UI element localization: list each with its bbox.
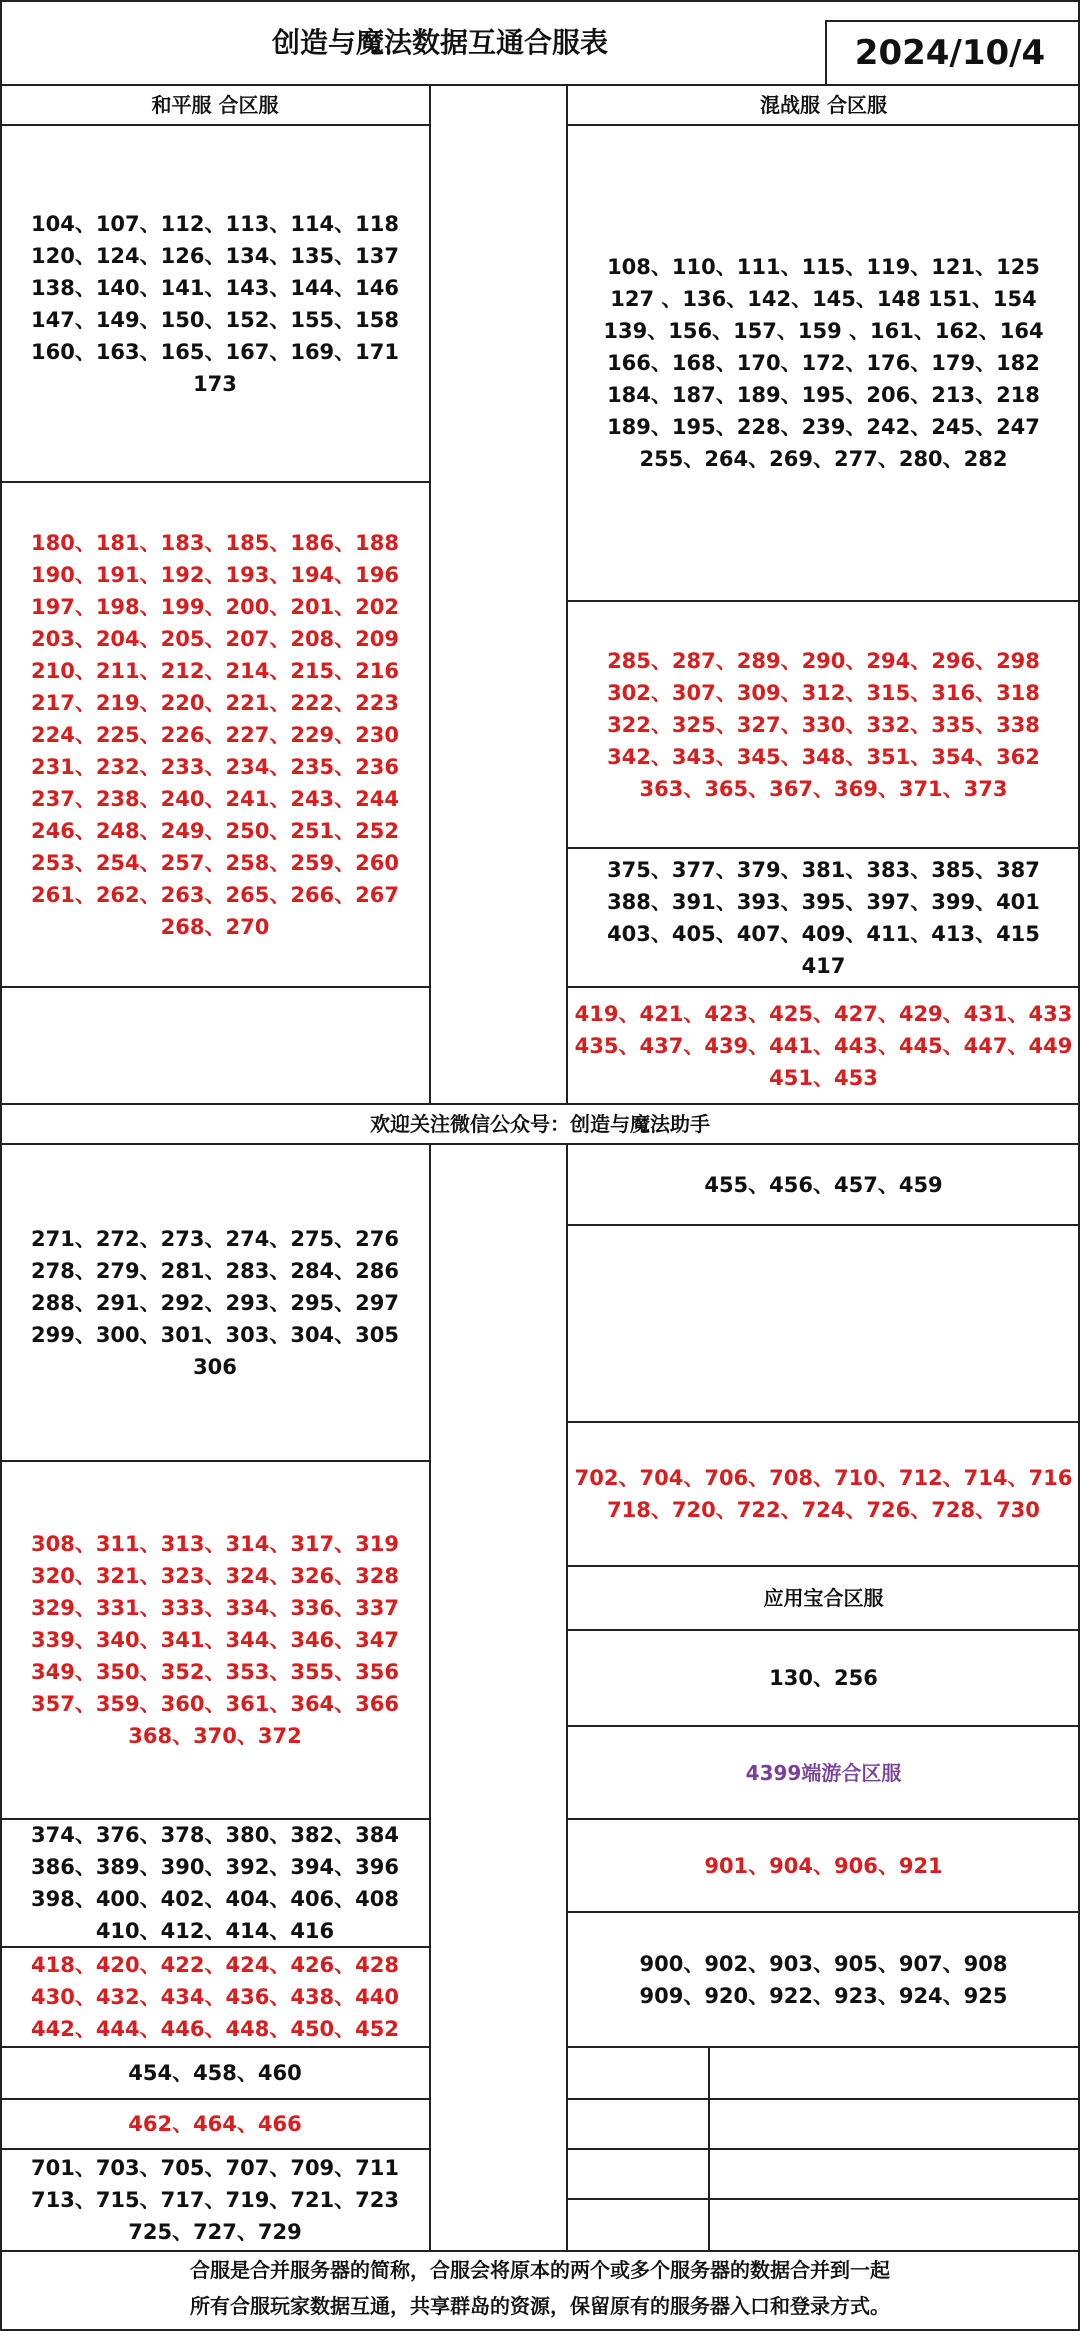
divider — [567, 986, 1080, 988]
divider — [0, 1946, 430, 1948]
divider — [0, 2098, 430, 2100]
divider — [825, 20, 827, 85]
d4399-header: 4399端游合区服 — [745, 1760, 902, 1785]
left-column-header: 和平服 合区服 — [151, 93, 279, 117]
right-group-3: 375、377、379、381、383、385、387 388、391、393、395、397、399、401 403、405、407、409、411、413、415 417 — [607, 857, 1040, 978]
wechat-banner: 欢迎关注微信公众号：创造与魔法助手 — [370, 1112, 710, 1136]
divider — [0, 986, 430, 988]
divider — [0, 84, 1080, 86]
left-group-4: 308、311、313、314、317、319 320、321、323、324、326、328 329、331、333、334、336、337 339、340、341、344、346、347 349、350、352、353、355、356 357、359、360、361、364、366 368、370、372 — [30, 1532, 399, 1748]
divider — [567, 1629, 1080, 1631]
footer-line-2: 所有合服玩家数据互通，共享群岛的资源，保留原有的服务器入口和登录方式。 — [190, 2294, 890, 2318]
divider — [567, 2198, 1080, 2200]
divider — [0, 2250, 1080, 2252]
d4399-servers: 900、902、903、905、907、908 909、920、922、923、924、925 — [639, 1951, 1008, 2008]
left-group-5: 374、376、378、380、382、384 386、389、390、392、394、396 398、400、402、404、406、408 410、412、414、416 — [30, 1823, 399, 1943]
divider — [0, 481, 430, 483]
divider — [567, 1818, 1080, 1820]
right-group-6: 702、704、706、708、710、712、714、716 718、720、722、724、726、728、730 — [574, 1466, 1073, 1522]
divider — [0, 1818, 430, 1820]
right-group-5: 455、456、457、459 — [704, 1172, 943, 1197]
date-label: 2024/10/4 — [854, 32, 1046, 73]
divider — [567, 1565, 1080, 1567]
left-group-3: 271、272、273、274、275、276 278、279、281、283、284、286 288、291、292、293、295、297 299、300、301、303、304、305 306 — [30, 1226, 399, 1379]
divider — [567, 1224, 1080, 1226]
d4399-red-servers: 901、904、906、921 — [704, 1853, 943, 1878]
divider — [429, 1143, 431, 2250]
divider — [567, 1725, 1080, 1727]
footer-line-1: 合服是合并服务器的简称，合服会将原本的两个或多个服务器的数据合并到一起 — [190, 2258, 890, 2282]
divider — [567, 124, 1080, 126]
divider — [567, 2046, 1080, 2048]
left-group-6: 418、420、422、424、426、428 430、432、434、436、438、440 442、444、446、448、450、452 — [30, 1953, 399, 2041]
divider — [567, 1421, 1080, 1423]
divider — [567, 847, 1080, 849]
right-group-4: 419、421、423、425、427、429、431、433 435、437、439、441、443、445、447、449 451、453 — [574, 1001, 1073, 1090]
divider — [566, 1143, 568, 2250]
divider — [708, 2046, 710, 2250]
divider — [567, 2098, 1080, 2100]
divider — [0, 2148, 430, 2150]
divider — [0, 1143, 1080, 1145]
left-group-7: 454、458、460 — [128, 2061, 302, 2085]
divider — [0, 1460, 430, 1462]
divider — [0, 1103, 1080, 1105]
divider — [567, 2148, 1080, 2150]
yingyongbao-servers: 130、256 — [769, 1666, 878, 1690]
page-title: 创造与魔法数据互通合服表 — [271, 25, 608, 59]
divider — [0, 0, 1080, 2]
yingyongbao-header: 应用宝合区服 — [763, 1586, 884, 1610]
left-group-1: 104、107、112、113、114、118 120、124、126、134、135、137 138、140、141、143、144、146 147、149、150、152、155、158 160、163、165、167、169、171 173 — [30, 211, 399, 396]
divider — [825, 20, 1080, 22]
divider — [0, 2046, 430, 2048]
divider — [0, 0, 2, 2331]
divider — [566, 84, 568, 1104]
right-column-header: 混战服 合区服 — [760, 93, 887, 117]
divider — [429, 84, 431, 1104]
divider — [0, 124, 430, 126]
left-group-9: 701、703、705、707、709、711 713、715、717、719、721、723 725、727、729 — [30, 2155, 399, 2244]
left-group-2: 180、181、183、185、186、188 190、191、192、193、194、196 197、198、199、200、201、202 203、204、205、207、208、209 210、211、212、214、215、216 217、219、220、221、222、223 224、225、226、227、229、230 231、232、233、234、235、236 237、238、240、241、243、244 246、248、249、250、251、252 253、254、257、258、259、260 261、262、263、265、266、267 268、270 — [30, 530, 399, 939]
left-group-8: 462、464、466 — [128, 2112, 302, 2136]
divider — [567, 600, 1080, 602]
divider — [567, 1911, 1080, 1913]
right-group-1: 108、110、111、115、119、121、125 127 、136、142、145、148 151、154 139、156、157、159 、161、162、164 166、168、170、172、176、179、182 184、187、189、195、206、213、218 189、195、228、239、242、245、247 255、264、269、277、280、282 — [603, 255, 1044, 471]
right-group-2: 285、287、289、290、294、296、298 302、307、309、312、315、316、318 322、325、327、330、332、335、338 342、343、345、348、351、354、362 363、365、367、369、371、373 — [607, 648, 1040, 801]
